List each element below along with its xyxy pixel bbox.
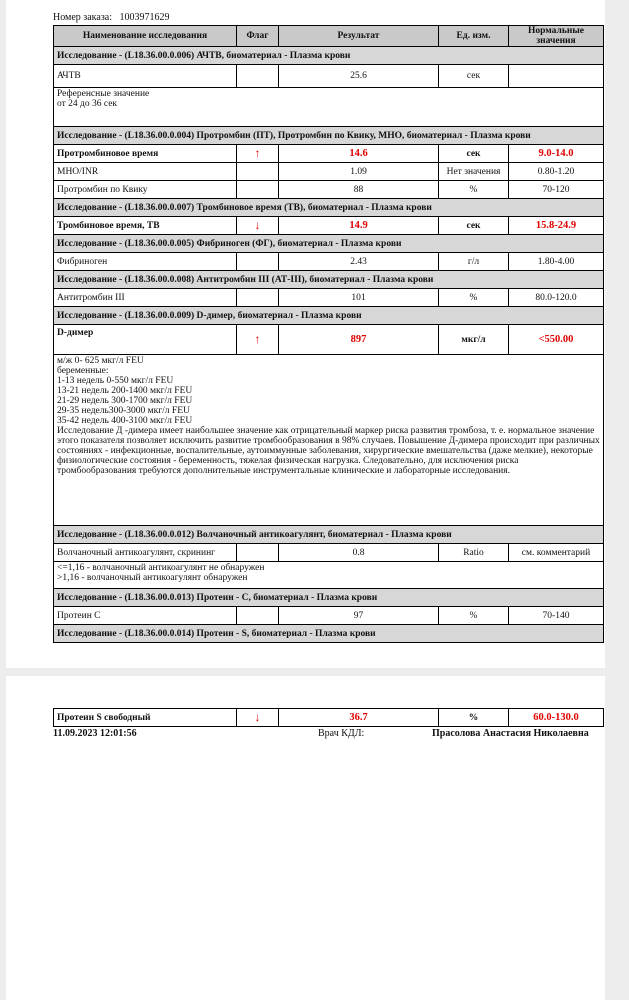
- unit: %: [439, 607, 509, 625]
- doctor-name: Прасолова Анастасия Николаевна: [432, 728, 589, 739]
- table-row: [54, 217, 604, 235]
- table-row: [54, 145, 604, 163]
- flag: [237, 65, 279, 88]
- result: 14.6: [279, 145, 439, 163]
- table-row: [54, 709, 604, 727]
- section-title: Исследование - (L18.36.00.0.005) Фибриноген (ФГ), биоматериал - Плазма крови: [54, 235, 604, 253]
- norm: [509, 65, 604, 88]
- test-name: D-димер: [54, 325, 237, 355]
- result: 101: [279, 289, 439, 307]
- flag-up-icon: ↑: [237, 145, 279, 163]
- reference-note: <=1,16 - волчаночный антикоагулянт не обнаружен >1,16 - волчаночный антикоагулянт обнаружен: [54, 562, 604, 589]
- result: 36.7: [279, 709, 439, 727]
- test-name: Фибриноген: [54, 253, 237, 271]
- norm: 60.0-130.0: [509, 709, 604, 727]
- flag-down-icon: ↓: [237, 217, 279, 235]
- table-row: [54, 65, 604, 88]
- flag-down-icon: ↓: [237, 709, 279, 727]
- result: 97: [279, 607, 439, 625]
- unit: Ratio: [439, 544, 509, 562]
- unit: г/л: [439, 253, 509, 271]
- results-table-continued: [53, 708, 604, 727]
- section-title: Исследование - (L18.36.00.0.014) Протеин - S, биоматериал - Плазма крови: [54, 625, 604, 643]
- test-name: МНО/INR: [54, 163, 237, 181]
- order-number: Номер заказа: 1003971629: [53, 12, 170, 23]
- doctor-label: Врач КДЛ:: [318, 728, 365, 739]
- unit: сек: [439, 217, 509, 235]
- norm: 80.0-120.0: [509, 289, 604, 307]
- report-page-1: [6, 0, 605, 668]
- section-title: Исследование - (L18.36.00.0.012) Волчаночный антикоагулянт, биоматериал - Плазма крови: [54, 526, 604, 544]
- norm: 15.8-24.9: [509, 217, 604, 235]
- report-page-2: [6, 676, 605, 1000]
- norm: 1.80-4.00: [509, 253, 604, 271]
- unit: сек: [439, 145, 509, 163]
- result: 0.8: [279, 544, 439, 562]
- flag-up-icon: ↑: [237, 325, 279, 355]
- section-title: Исследование - (L18.36.00.0.013) Протеин - С, биоматериал - Плазма крови: [54, 589, 604, 607]
- result: 2.43: [279, 253, 439, 271]
- norm: 0.80-1.20: [509, 163, 604, 181]
- unit: сек: [439, 65, 509, 88]
- flag: [237, 163, 279, 181]
- norm: 70-140: [509, 607, 604, 625]
- table-row: [54, 544, 604, 562]
- flag: [237, 181, 279, 199]
- test-name: Волчаночный антикоагулянт, скрининг: [54, 544, 237, 562]
- result: 897: [279, 325, 439, 355]
- unit: %: [439, 709, 509, 727]
- test-name: Тромбиновое время, ТВ: [54, 217, 237, 235]
- reference-note: Референсные значение от 24 до 36 сек: [54, 88, 604, 127]
- test-name: Протромбин по Квику: [54, 181, 237, 199]
- table-row: [54, 181, 604, 199]
- table-row: [54, 253, 604, 271]
- table-row: [54, 163, 604, 181]
- d-dimer-comment: Исследование Д -димера имеет наибольшее значение как отрицательный маркер риска развития тромбоза, т. е. нормальное значение этого показателя позволяет исключить развитие тромбообразования в 98% случаев. Повышение Д-димера происходит при различных состояниях - инфекционные, воспалительные, аутоиммунные заболевания, хирургические вмешательства (даже мелкие), некоторые физиологические состояния - беременность, тяжелая физическая нагрузка. Следовательно, для исключения риска тромбообразования требуются дополнительные инструментальные клинические и лабораторные исследования.: [57, 425, 600, 476]
- result: 1.09: [279, 163, 439, 181]
- norm: 70-120: [509, 181, 604, 199]
- section-title: Исследование - (L18.36.00.0.006) АЧТВ, биоматериал - Плазма крови: [54, 47, 604, 65]
- result: 14.9: [279, 217, 439, 235]
- table-row: [54, 325, 604, 355]
- section-title: Исследование - (L18.36.00.0.008) Антитромбин III (АТ-III), биоматериал - Плазма крови: [54, 271, 604, 289]
- norm: см. комментарий: [509, 544, 604, 562]
- unit: %: [439, 289, 509, 307]
- results-table: [53, 25, 604, 643]
- test-name: Протеин S свободный: [54, 709, 237, 727]
- flag: [237, 607, 279, 625]
- test-name: Протеин С: [54, 607, 237, 625]
- test-name: АЧТВ: [54, 65, 237, 88]
- section-title: Исследование - (L18.36.00.0.007) Тромбиновое время (ТВ), биоматериал - Плазма крови: [54, 199, 604, 217]
- unit: Нет значения: [439, 163, 509, 181]
- test-name: Антитромбин III: [54, 289, 237, 307]
- flag: [237, 544, 279, 562]
- unit: мкг/л: [439, 325, 509, 355]
- flag: [237, 289, 279, 307]
- reference-note: м/ж 0- 625 мкг/л FEU беременные: 1-13 недель 0-550 мкг/л FEU 13-21 недель 200-1400 мкг/л FEU 21-29 недель 300-1700 мкг/л FEU 29-35 недель300-3000 мкг/л FEU 35-42 недель 400-3100 мкг/л FEU Исследование Д -димера имеет наибольшее значение как отрицательный маркер риска развития тромбоза, т. е. нормальное значение этого показателя позволяет исключить развитие тромбообразования в 98% случаев. Повышение Д-димера происходит при различных состояниях - инфекционные, воспалительные, аутоиммунные заболевания, хирургические вмешательства (даже мелкие), некоторые физиологические состояния - беременность, тяжелая физическая нагрузка. Следовательно, для исключения риска тромбообразования требуются дополнительные инструментальные клинические и лабораторные исследования.: [54, 355, 604, 526]
- report-date: 11.09.2023 12:01:56: [53, 728, 137, 739]
- result: 88: [279, 181, 439, 199]
- table-header: Наименование исследования Флаг Результат Ед. изм. Нормальные значения: [54, 26, 604, 47]
- test-name: Протромбиновое время: [54, 145, 237, 163]
- norm: 9.0-14.0: [509, 145, 604, 163]
- table-row: [54, 289, 604, 307]
- flag: [237, 253, 279, 271]
- norm: <550.00: [509, 325, 604, 355]
- section-title: Исследование - (L18.36.00.0.009) D-димер, биоматериал - Плазма крови: [54, 307, 604, 325]
- section-title: Исследование - (L18.36.00.0.004) Протромбин (ПТ), Протромбин по Квику, МНО, биоматериал - Плазма крови: [54, 127, 604, 145]
- result: 25.6: [279, 65, 439, 88]
- table-row: [54, 607, 604, 625]
- unit: %: [439, 181, 509, 199]
